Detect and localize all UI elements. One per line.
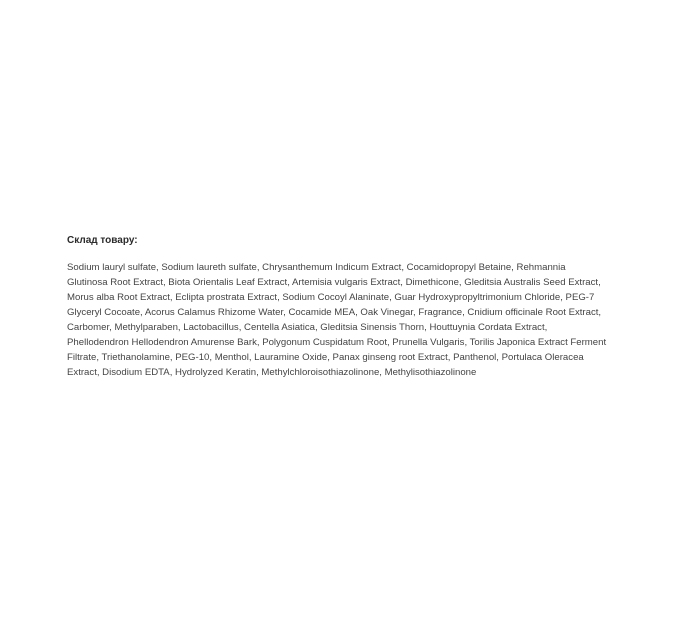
composition-heading: Склад товару: xyxy=(67,235,138,246)
composition-section xyxy=(67,234,607,380)
ingredients-text: Sodium lauryl sulfate, Sodium laureth sulfate, Chrysanthemum Indicum Extract, Cocamidopropyl Betaine, Rehmannia Glutinosa Root Extract, Biota Orientalis Leaf Extract, Artemisia vulgaris Extract, Dimethicone, Gleditsia Australis Seed Extract, Morus alba Root Extract, Eclipta prostrata Extract, Sodium Cocoyl Alaninate, Guar Hydroxypropyltrimonium Chloride, PEG-7 Glyceryl Cocoate, Acorus Calamus Rhizome Water, Cocamide MEA, Oak Vinegar, Fragrance, Cnidium officinale Root Extract, Carbomer, Methylparaben, Lactobacillus, Centella Asiatica, Gleditsia Sinensis Thorn, Houttuynia Cordata Extract, Phellodendron Hellodendron Amurense Bark, Polygonum Cuspidatum Root, Prunella Vulgaris, Torilis Japonica Extract Ferment Filtrate, Triethanolamine, PEG-10, Menthol, Lauramine Oxide, Panax ginseng root Extract, Panthenol, Portulaca Oleracea Extract, Disodium EDTA, Hydrolyzed Keratin, Methylchloroisothiazolinone, Methylisothiazolinone xyxy=(67,262,607,378)
